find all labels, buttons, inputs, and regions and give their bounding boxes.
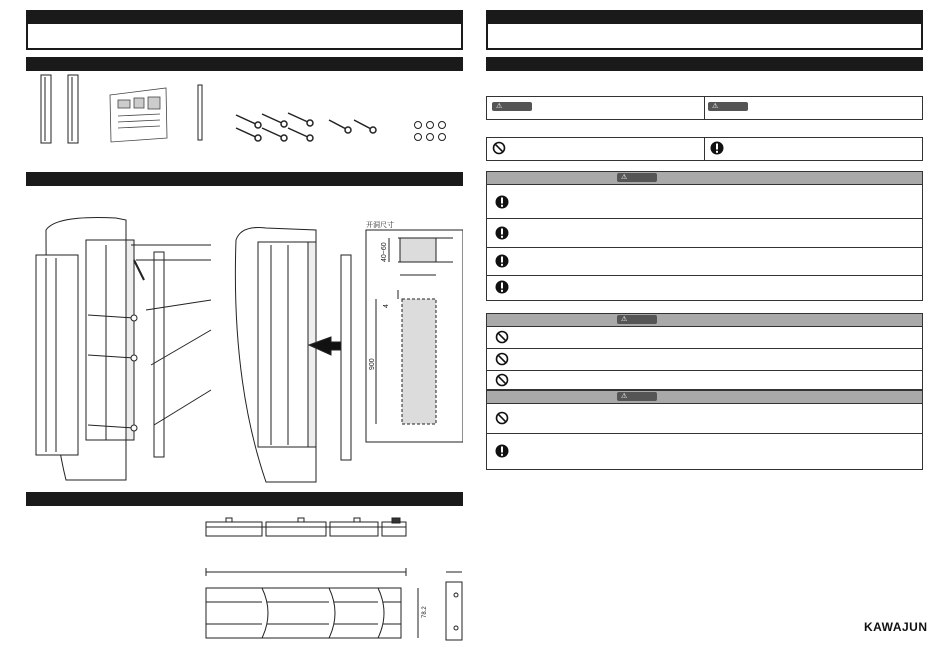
exploded-column-view xyxy=(36,218,211,481)
section-profile-strip xyxy=(206,518,406,536)
short-screws-part xyxy=(329,120,376,133)
left-title-bar xyxy=(26,10,463,24)
prohibit-row-4 xyxy=(486,404,923,434)
caution-badge: ⚠ xyxy=(708,102,748,111)
thin-bar-part xyxy=(198,85,202,140)
prohibit-icon xyxy=(495,352,509,366)
caution-badge: ⚠ xyxy=(617,392,657,401)
warning-badge: ⚠ xyxy=(492,102,532,111)
caution-group-header-1 xyxy=(486,313,923,327)
instruction-sheet-part xyxy=(110,88,167,142)
exclamation-icon xyxy=(495,280,509,294)
nuts-part xyxy=(415,122,446,141)
dimensions-diagram xyxy=(26,510,463,650)
cover-panel-part xyxy=(41,75,78,143)
mandatory-legend xyxy=(704,137,923,161)
brand-logo: KAWAJUN xyxy=(864,620,928,634)
prohibit-icon xyxy=(495,330,509,344)
dim-40-60-label: 40~60 xyxy=(381,242,388,262)
mandatory-row-4 xyxy=(486,276,923,301)
warning-badge: ⚠ xyxy=(617,173,657,182)
dim-900-label: 900 xyxy=(369,358,376,370)
caution-group-header-2 xyxy=(486,390,923,404)
dim-78-2-label: 78.2 xyxy=(422,606,428,618)
opening-size-label: 开洞尺寸 xyxy=(366,222,394,229)
prohibit-icon xyxy=(492,141,506,155)
assembled-column-view xyxy=(235,228,351,483)
warning-group-header-1 xyxy=(486,171,923,185)
mandatory-row-2 xyxy=(486,219,923,248)
right-title-bar xyxy=(486,10,923,24)
prohibit-row-2 xyxy=(486,349,923,371)
left-title-box xyxy=(26,24,463,50)
warning-legend-right xyxy=(704,96,923,120)
front-elevation xyxy=(206,568,462,640)
exclamation-icon xyxy=(495,226,509,240)
installation-diagram xyxy=(26,200,463,485)
exclamation-icon xyxy=(710,141,724,155)
safety-section-bar xyxy=(486,57,923,71)
parts-illustration xyxy=(26,70,463,150)
prohibit-row-1 xyxy=(486,327,923,349)
prohibit-row-3 xyxy=(486,371,923,390)
exclamation-icon xyxy=(495,254,509,268)
parts-section-bar xyxy=(26,57,463,71)
caution-badge: ⚠ xyxy=(617,315,657,324)
install-section-bar xyxy=(26,172,463,186)
prohibit-legend xyxy=(486,137,706,161)
dim-4-label: 4 xyxy=(383,304,390,308)
warning-legend-left xyxy=(486,96,706,120)
right-title-box xyxy=(486,24,923,50)
exclamation-icon xyxy=(495,444,509,458)
mandatory-row-1 xyxy=(486,185,923,219)
prohibit-icon xyxy=(495,411,509,425)
prohibit-icon xyxy=(495,373,509,387)
dimensions-section-bar xyxy=(26,492,463,506)
long-screws-part xyxy=(236,113,313,141)
exclamation-icon xyxy=(495,195,509,209)
mandatory-row-3 xyxy=(486,248,923,276)
mandatory-row-5 xyxy=(486,434,923,470)
